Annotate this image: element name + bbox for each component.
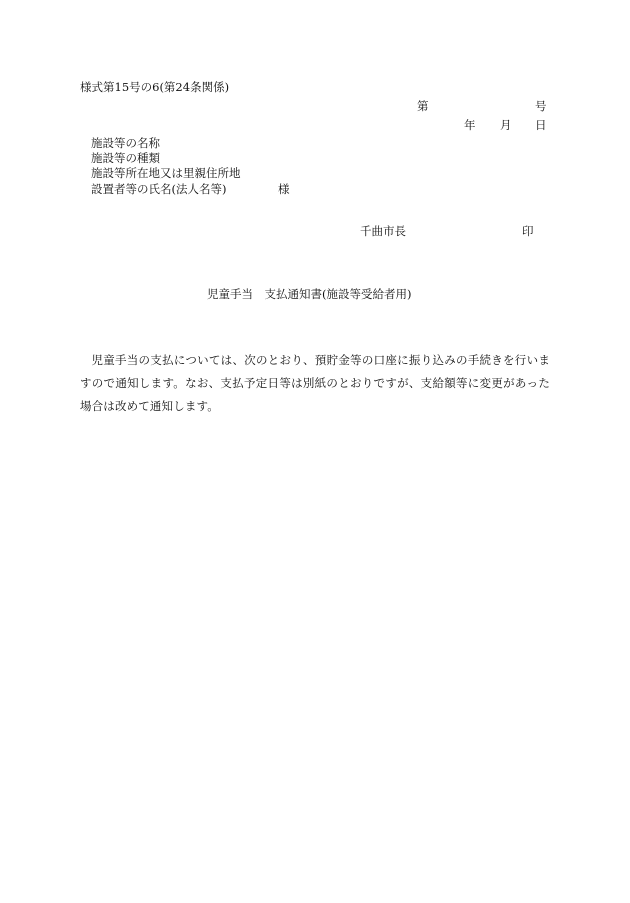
founder-name-label: 設置者等の氏名(法人名等) bbox=[91, 182, 227, 196]
facility-address-label: 施設等所在地又は里親住所地 bbox=[91, 166, 241, 180]
document-number-prefix: 第 bbox=[417, 99, 429, 113]
date-day-label: 日 bbox=[535, 118, 547, 132]
date-year-label: 年 bbox=[464, 118, 476, 132]
body-paragraph-container bbox=[80, 349, 550, 418]
mayor-title: 千曲市長 bbox=[360, 224, 406, 238]
facility-type-label: 施設等の種類 bbox=[91, 151, 160, 165]
date-month-label: 月 bbox=[500, 118, 512, 132]
document-number-suffix: 号 bbox=[535, 99, 547, 113]
honorific-sama: 様 bbox=[278, 182, 290, 196]
seal-mark: 印 bbox=[522, 224, 534, 238]
document-title: 児童手当 支払通知書(施設等受給者用) bbox=[207, 287, 412, 301]
body-paragraph: 児童手当の支払については、次のとおり、預貯金等の口座に振り込みの手続きを行いますので通知します。なお、支払予定日等は別紙のとおりですが、支給額等に変更があった場合は改めて通知します。 bbox=[80, 353, 550, 413]
facility-name-label: 施設等の名称 bbox=[91, 136, 160, 150]
form-number: 様式第15号の6(第24条関係) bbox=[80, 80, 230, 94]
